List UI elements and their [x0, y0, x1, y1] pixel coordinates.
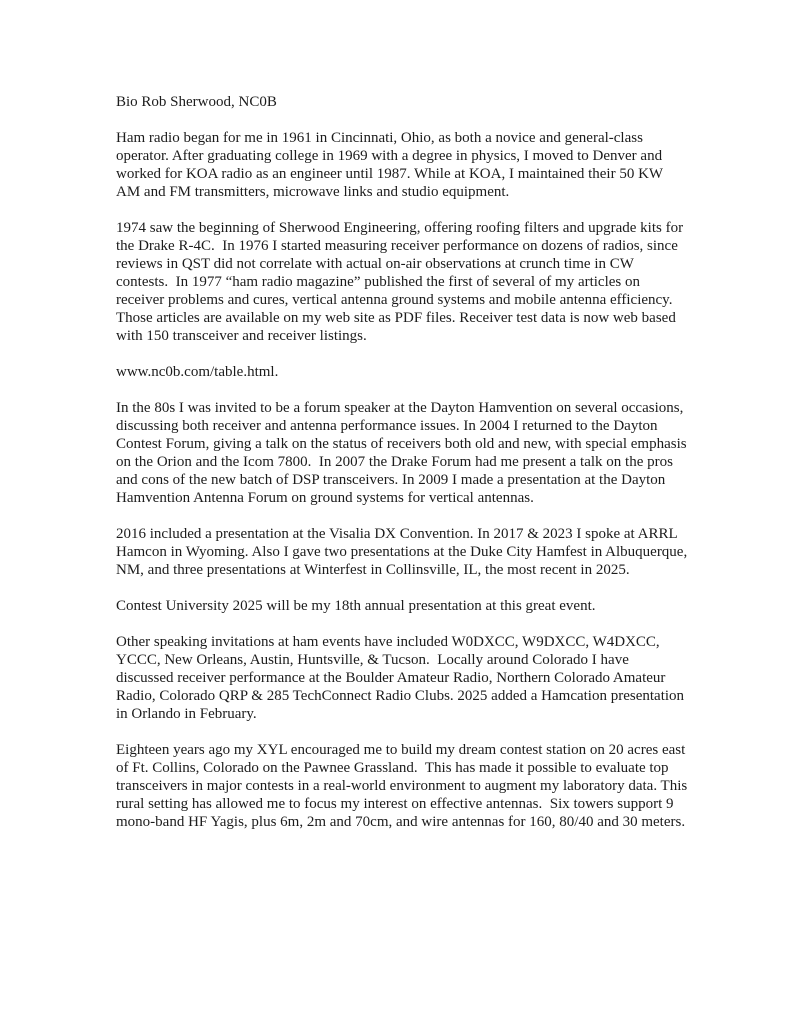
para-sherwood-engineering: 1974 saw the beginning of Sherwood Engineering, offering roofing filters and upgrade kits for the Drake R-4C. In 1976 I started measuring receiver performance on dozens of radios, since reviews in QST did not correlate with actual on-air observations at crunch time in CW contests. In 1977 “ham radio magazine” published the first of several of my articles on receiver problems and cures, vertical antenna ground systems and mobile antenna efficiency. Those articles are available on my web site as PDF files. Receiver test data is now web based with 150 transceiver and receiver listings. [116, 220, 687, 344]
para-ham-radio-intro: Ham radio began for me in 1961 in Cincinnati, Ohio, as both a novice and general-class operator. After graduating college in 1969 with a degree in physics, I moved to Denver and worked for KOA radio as an engineer until 1987. While at KOA, I maintained their 50 KW AM and FM transmitters, microwave links and studio equipment. [116, 130, 666, 200]
para-dayton-hamvention: In the 80s I was invited to be a forum speaker at the Dayton Hamvention on several occasions, discussing both receiver and antenna performance issues. In 2004 I returned to the Dayton Contest Forum, giving a talk on the status of receivers both old and new, with special emphasis on the Orion and the Icom 7800. In 2007 the Drake Forum had me present a talk on the pros and cons of the new batch of DSP transceivers. In 2009 I made a presentation at the Dayton Hamvention Antenna Forum on ground systems for vertical antennas. [116, 400, 691, 506]
doc-heading: Bio Rob Sherwood, NC0B [116, 94, 277, 110]
para-contest-station: Eighteen years ago my XYL encouraged me to build my dream contest station on 20 acres east of Ft. Collins, Colorado on the Pawnee Grassland. This has made it possible to evaluate top transceivers in major contests in a real-world environment to augment my laboratory data. This rural setting has allowed me to focus my interest on effective antennas. Six towers support 9 mono-band HF Yagis, plus 6m, 2m and 70cm, and wire antennas for 160, 80/40 and 30 meters. [116, 742, 691, 830]
para-website-url: www.nc0b.com/table.html. [116, 364, 279, 380]
para-contest-university: Contest University 2025 will be my 18th annual presentation at this great event. [116, 598, 596, 614]
para-speaking-invitations: Other speaking invitations at ham events have included W0DXCC, W9DXCC, W4DXCC, YCCC, New Orleans, Austin, Huntsville, & Tucson. Locally around Colorado I have discussed receiver performance at the Boulder Amateur Radio, Northern Colorado Amateur Radio, Colorado QRP & 285 TechConnect Radio Clubs. 2025 added a Hamcation presentation in Orlando in February. [116, 634, 688, 722]
para-2016-presentations: 2016 included a presentation at the Visalia DX Convention. In 2017 & 2023 I spoke at ARRL Hamcon in Wyoming. Also I gave two presentations at the Duke City Hamfest in Albuquerque, NM, and three presentations at Winterfest in Collinsville, IL, the most recent in 2025. [116, 526, 691, 578]
